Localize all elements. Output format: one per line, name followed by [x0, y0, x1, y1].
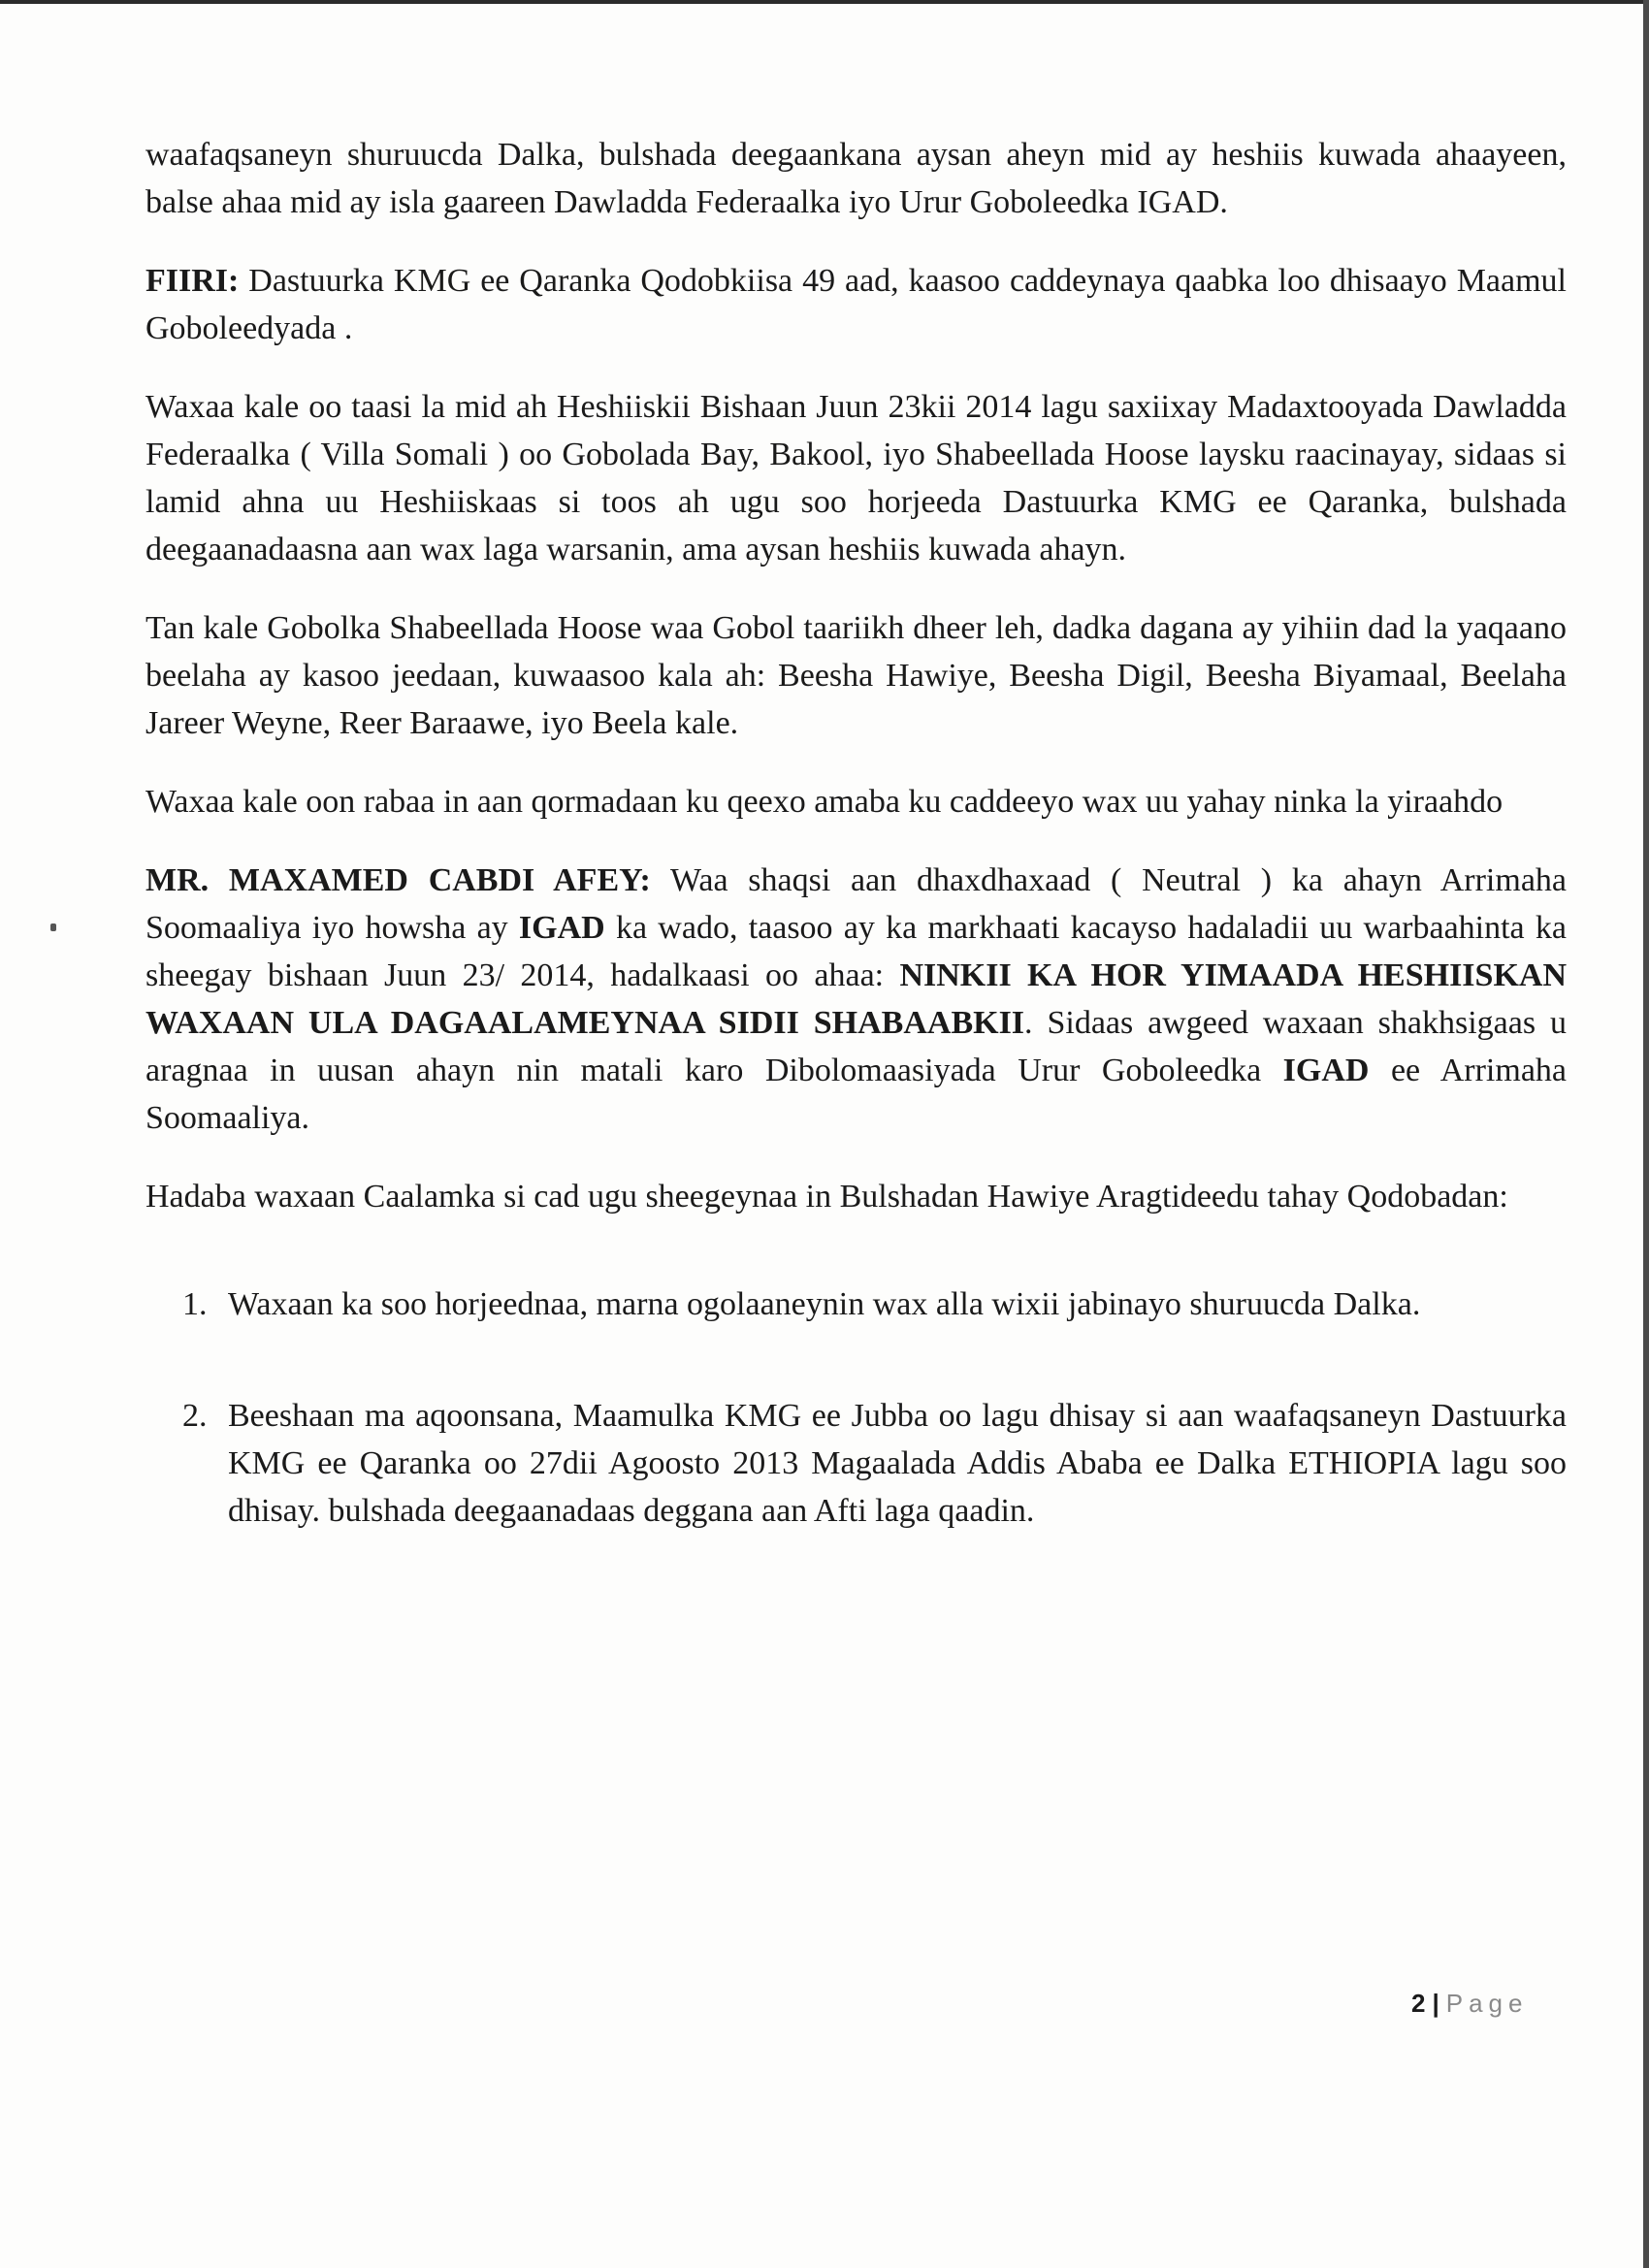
page-footer	[1411, 1989, 1528, 2019]
profile-name: MR. MAXAMED CABDI AFEY:	[146, 862, 651, 898]
paragraph-lead: FIIRI:	[146, 263, 240, 299]
quote-text: NINKII KA HOR YIMAADA HESHIISKAN WAXAAN ULA DAGAALAMEYNAA SIDII SHABAABKII	[146, 957, 1567, 1041]
paragraph: FIIRI: Dastuurka KMG ee Qaranka Qodobkiisa 49 aad, kaasoo caddeynaya qaabka loo dhisaayo Maamul Goboleedyada .	[146, 263, 1567, 346]
igad-term: IGAD	[1282, 1053, 1370, 1088]
igad-term: IGAD	[518, 910, 605, 946]
list-text: Beeshaan ma aqoonsana, Maamulka KMG ee Jubba oo lagu dhisay si aan waafaqsaneyn Dastuurka KMG ee Qaranka oo 27dii Agoosto 2013 Magaalada Addis Ababa ee Dalka ETHIOPIA lagu soo dhisay. bulshada deegaanadaas deggana aan Afti laga qaadin.	[228, 1398, 1567, 1529]
list-text: Waxaan ka soo horjeednaa, marna ogolaaneynin wax alla wixii jabinayo shuruucda Dalka.	[228, 1286, 1421, 1322]
list-number: 2.	[182, 1398, 208, 1434]
list-item	[146, 1280, 1567, 1328]
page-label: Page	[1445, 1989, 1529, 2018]
paragraph: waafaqsaneyn shuruucda Dalka, bulshada deegaankana aysan aheyn mid ay heshiis kuwada ahaayeen, balse ahaa mid ay isla gaareen Dawladda Federaalka iyo Urur Goboleedka IGAD.	[146, 137, 1567, 220]
numbered-list	[146, 1280, 1567, 1535]
list-number: 1.	[182, 1286, 208, 1322]
intro-paragraph: Hadaba waxaan Caalamka si cad ugu sheegeynaa in Bulshadan Hawiye Aragtideedu tahay Qodobadan:	[146, 1179, 1508, 1215]
page-number: 2	[1411, 1989, 1427, 2018]
document-body	[146, 131, 1567, 1599]
list-item	[146, 1392, 1567, 1535]
paragraph: Waxaa kale oon rabaa in aan qormadaan ku qeexo amaba ku caddeeyo wax uu yahay ninka la yiraahdo	[146, 784, 1504, 820]
scan-top-edge	[0, 0, 1649, 4]
footer-separator: |	[1432, 1989, 1440, 2018]
paragraph: Tan kale Gobolka Shabeellada Hoose waa Gobol taariikh dheer leh, dadka dagana ay yihiin dad la yaqaano beelaha ay kasoo jeedaan, kuwaasoo kala ah: Beesha Hawiye, Beesha Digil, Beesha Biyamaal, Beelaha Jareer Weyne, Reer Baraawe, iyo Beela kale.	[146, 610, 1567, 741]
scan-right-edge	[1643, 0, 1649, 2268]
paragraph: Waxaa kale oo taasi la mid ah Heshiiskii Bishaan Juun 23kii 2014 lagu saxiixay Madaxtooyada Dawladda Federaalka ( Villa Somali ) oo Gobolada Bay, Bakool, iyo Shabeellada Hoose laysku raacinayay, sidaas si lamid ahna uu Heshiiskaas si toos ah ugu soo horjeeda Dastuurka KMG ee Qaranka, bulshada deegaanadaasna aan wax laga warsanin, ama aysan heshiis kuwada ahayn.	[146, 389, 1567, 567]
profile-paragraph: MR. MAXAMED CABDI AFEY: Waa shaqsi aan dhaxdhaxaad ( Neutral ) ka ahayn Arrimaha Soomaaliya iyo howsha ay IGAD ka wado, taasoo ay ka markhaati kacayso hadaladii uu warbaahinta ka sheegay bishaan Juun 23/ 2014, hadalkaasi oo ahaa: NINKII KA HOR YIMAADA HESHIISKAN WAXAAN ULA DAGAALAMEYNAA SIDII SHABAABKII. Sidaas awgeed waxaan shakhsigaas u aragnaa in uusan ahayn nin matali karo Dibolomaasiyada Urur Goboleedka IGAD ee Arrimaha Soomaaliya.	[146, 862, 1568, 1136]
scan-speck	[50, 923, 56, 931]
